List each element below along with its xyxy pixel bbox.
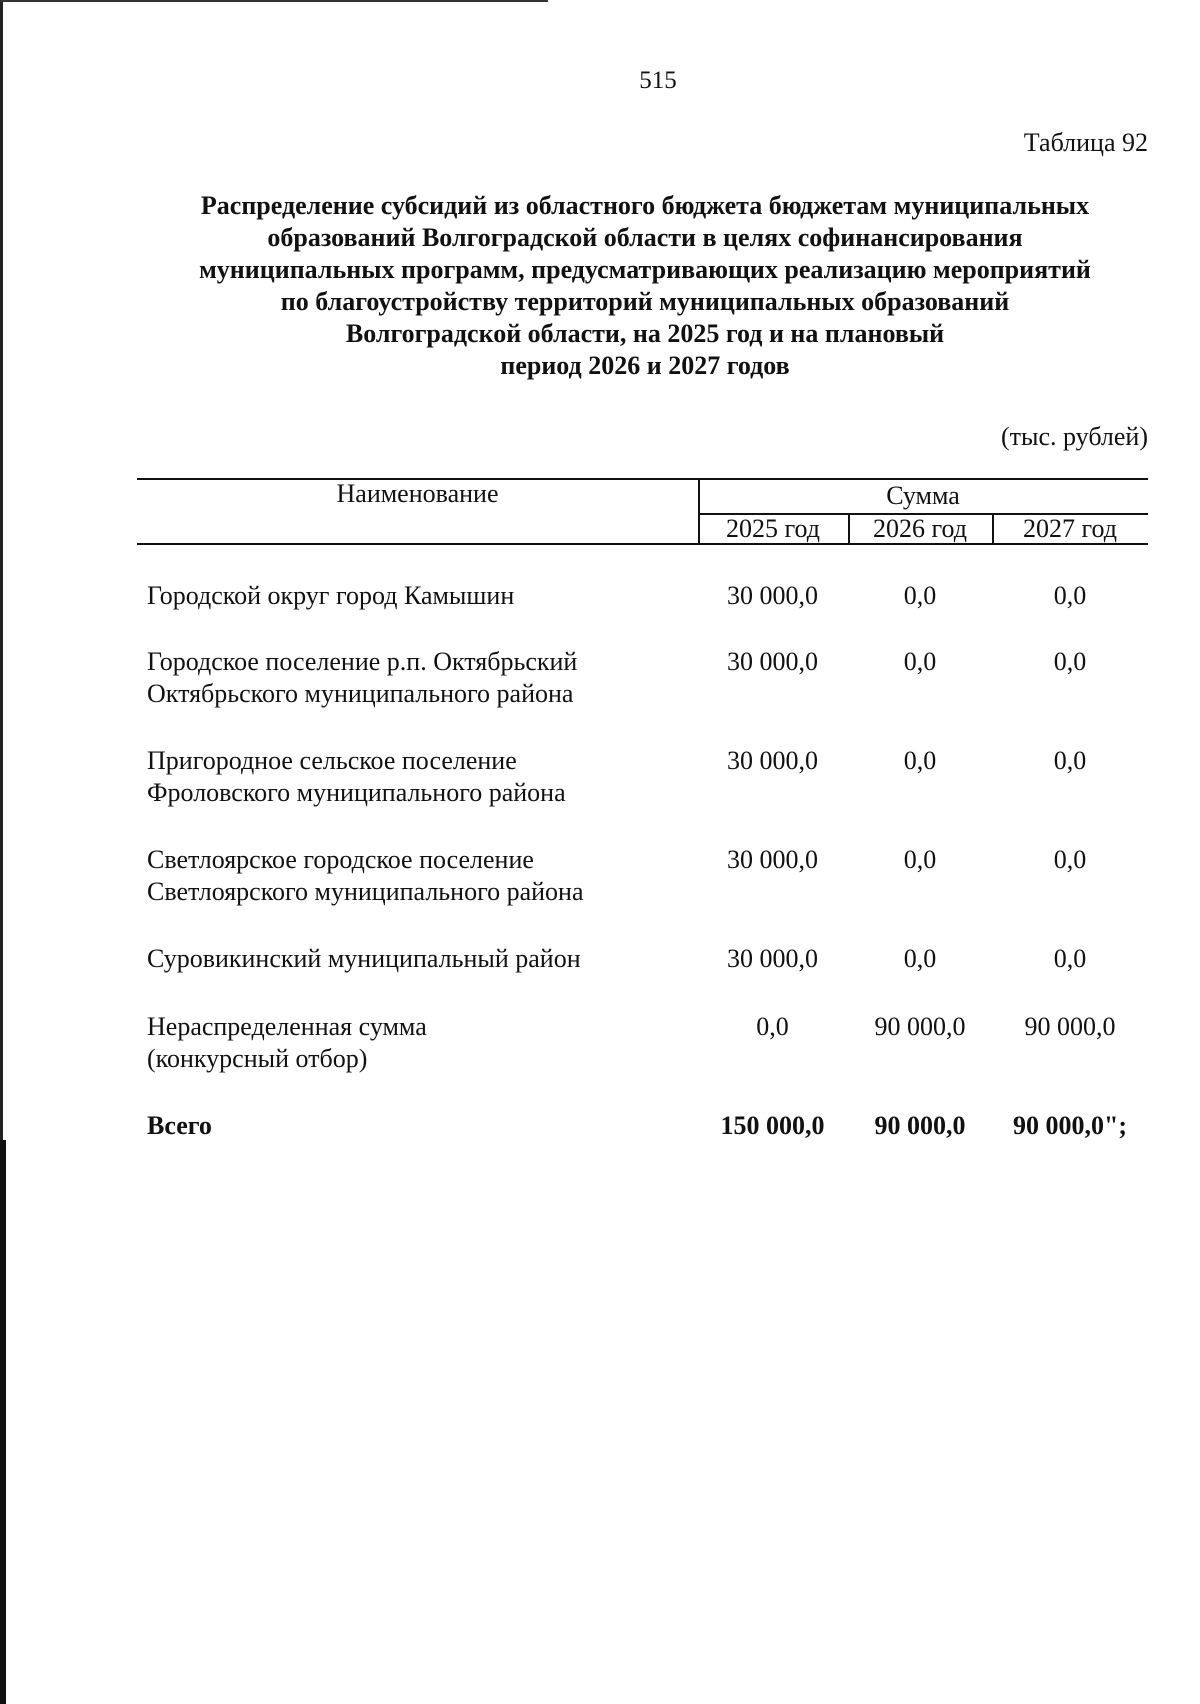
value-2026: 0,0 (903, 581, 937, 610)
header-year-2025: 2025 год (726, 514, 820, 543)
value-2026: 0,0 (903, 944, 937, 973)
row-name (147, 745, 687, 809)
value-2027: 0,0 (1053, 647, 1087, 676)
value-2025: 30 000,0 (727, 581, 818, 610)
title-line: Распределение субсидий из областного бюджета бюджетам муниципальных (200, 191, 1090, 220)
row-name (147, 1011, 687, 1075)
row-name-line: Суровикинский муниципальный район (147, 944, 581, 973)
row-name (147, 844, 687, 908)
row-name (147, 943, 687, 975)
total-2026: 90 000,0 (874, 1111, 966, 1140)
row-name-line: Пригородное сельское поселение (147, 746, 517, 775)
scan-edge-left-dark (0, 1140, 6, 1704)
title-line: образований Волгоградской области в целях софинансирования (267, 223, 1023, 252)
row-name (147, 580, 687, 612)
total-label: Всего (147, 1111, 212, 1140)
table-number: Таблица 92 (1023, 128, 1148, 157)
header-year-2027: 2027 год (1023, 514, 1117, 543)
value-2025: 30 000,0 (727, 944, 818, 973)
value-2025: 30 000,0 (727, 845, 818, 874)
title-line: муниципальных программ, предусматривающих реализацию мероприятий (199, 255, 1091, 284)
value-2025: 30 000,0 (727, 746, 818, 775)
title-line: Волгоградской области, на 2025 год и на плановый (345, 319, 945, 348)
value-2027: 0,0 (1053, 581, 1087, 610)
row-name-line: Светлоярского муниципального района (147, 877, 584, 906)
value-2026: 90 000,0 (874, 1012, 966, 1041)
row-name-line: Октябрьского муниципального района (147, 679, 574, 708)
total-2027: 90 000,0"; (1012, 1111, 1128, 1140)
value-2025: 0,0 (756, 1012, 789, 1041)
header-name: Наименование (336, 479, 499, 508)
page-number: 515 (639, 67, 677, 94)
row-name-line: Городской округ город Камышин (147, 581, 515, 610)
value-2027: 90 000,0 (1024, 1012, 1116, 1041)
value-2027: 0,0 (1053, 845, 1087, 874)
row-name-line: Городское поселение р.п. Октябрьский (147, 647, 578, 676)
value-2027: 0,0 (1053, 944, 1087, 973)
value-2026: 0,0 (903, 845, 937, 874)
value-2027: 0,0 (1053, 746, 1087, 775)
title-line: период 2026 и 2027 годов (500, 351, 790, 380)
row-name-line: Светлоярское городское поселение (147, 845, 534, 874)
total-2025: 150 000,0 (720, 1111, 825, 1140)
header-year-2026: 2026 год (873, 514, 967, 543)
title-line: по благоустройству территорий муниципальных образований (280, 287, 1010, 316)
row-name-line: (конкурсный отбор) (147, 1044, 368, 1073)
row-name-line: Фроловского муниципального района (147, 778, 566, 807)
value-2025: 30 000,0 (727, 647, 818, 676)
units-label: (тыс. рублей) (1000, 422, 1148, 451)
value-2026: 0,0 (903, 746, 937, 775)
row-name-line: Нераспределенная сумма (147, 1012, 427, 1041)
header-sum: Сумма (886, 481, 960, 510)
document-title (145, 190, 1145, 382)
scan-edge-top (0, 0, 548, 2)
value-2026: 0,0 (903, 647, 937, 676)
row-name (147, 646, 687, 710)
